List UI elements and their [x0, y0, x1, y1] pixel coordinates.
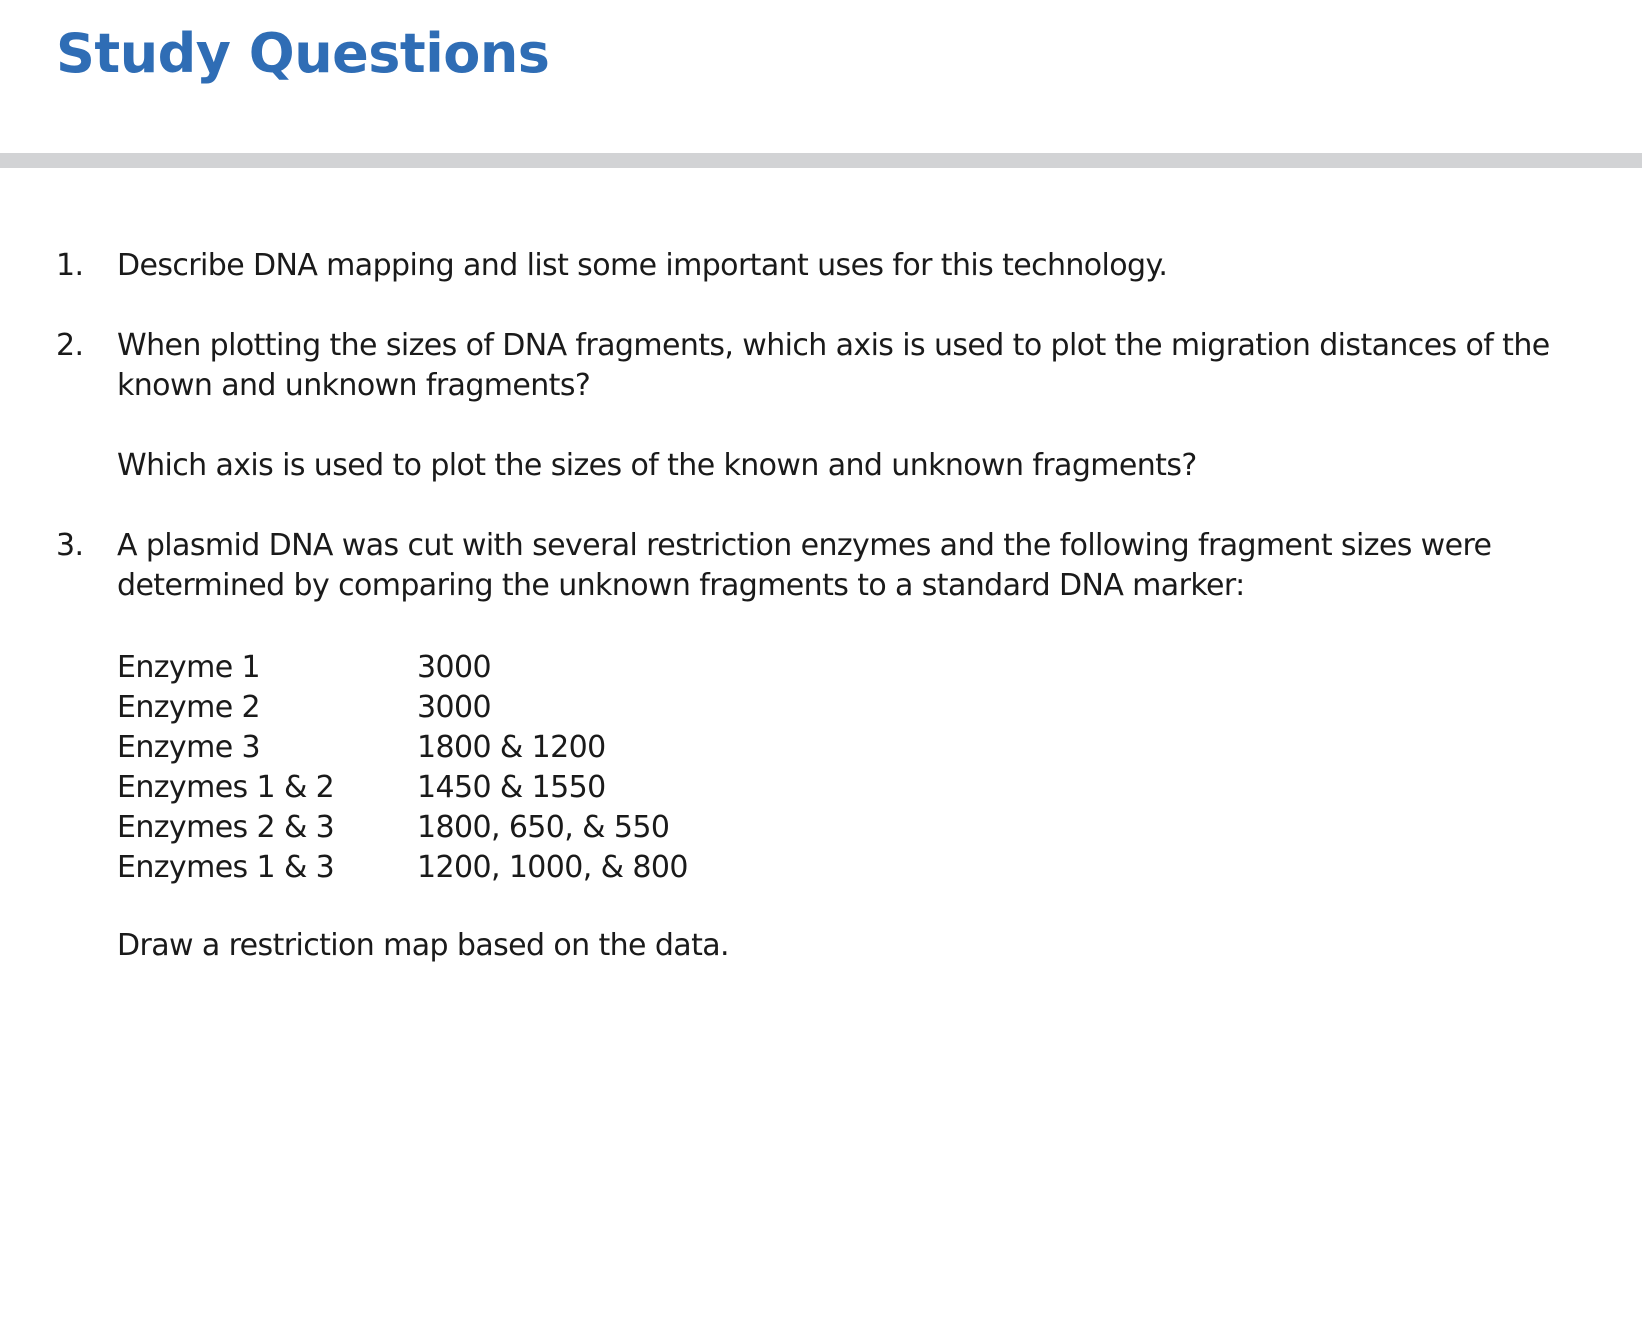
fragment-sizes-cell: 1800, 650, & 550	[417, 810, 670, 845]
question-number: 3.	[56, 528, 84, 563]
restriction-digest-table	[117, 648, 817, 888]
table-row	[117, 768, 817, 808]
fragment-sizes-cell: 3000	[417, 650, 491, 685]
title-divider	[0, 153, 1642, 168]
enzyme-cell: Enzymes 2 & 3	[117, 810, 335, 845]
table-row	[117, 648, 817, 688]
question-text: When plotting the sizes of DNA fragments, which axis is used to plot the migration distances of the known and unknown fragments?	[117, 328, 1550, 403]
table-row	[117, 808, 817, 848]
question-text: Describe DNA mapping and list some important uses for this technology.	[117, 248, 1168, 283]
enzyme-cell: Enzymes 1 & 2	[117, 770, 335, 805]
table-row	[117, 688, 817, 728]
question-follow-up: Which axis is used to plot the sizes of the known and unknown fragments?	[117, 448, 1197, 483]
question-number: 1.	[56, 248, 84, 283]
question-follow-up: Draw a restriction map based on the data.	[117, 928, 729, 963]
page-title: Study Questions	[56, 22, 550, 85]
question-number: 2.	[56, 328, 84, 363]
question-text: A plasmid DNA was cut with several restriction enzymes and the following fragment sizes were determined by comparing the unknown fragments to a standard DNA marker:	[117, 528, 1492, 603]
enzyme-cell: Enzyme 2	[117, 690, 260, 725]
table-row	[117, 728, 817, 768]
fragment-sizes-cell: 1800 & 1200	[417, 730, 606, 765]
table-row	[117, 848, 817, 888]
fragment-sizes-cell: 1200, 1000, & 800	[417, 850, 688, 885]
enzyme-cell: Enzyme 3	[117, 730, 260, 765]
enzyme-cell: Enzyme 1	[117, 650, 260, 685]
fragment-sizes-cell: 3000	[417, 690, 491, 725]
enzyme-cell: Enzymes 1 & 3	[117, 850, 335, 885]
fragment-sizes-cell: 1450 & 1550	[417, 770, 606, 805]
